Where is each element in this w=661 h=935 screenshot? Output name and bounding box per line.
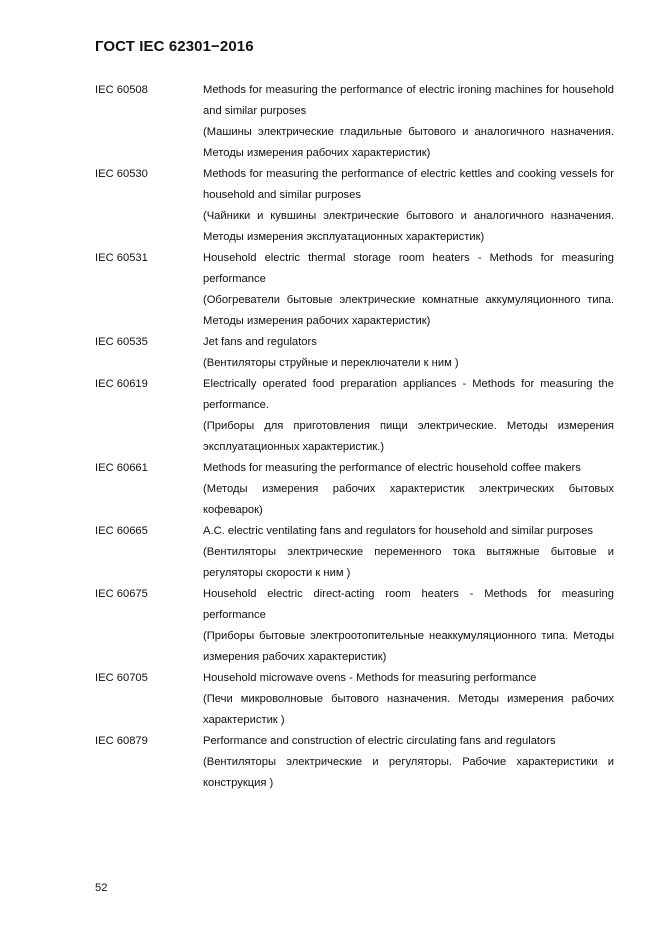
reference-title-ru: (Вентиляторы электрические переменного тока вытяжные бытовые и регуляторы скорости к ним ) xyxy=(203,546,614,579)
reference-title-ru: (Вентиляторы электрические и регуляторы. Рабочие характеристики и конструкция ) xyxy=(203,756,614,789)
reference-entry xyxy=(95,164,614,248)
reference-code: IEC 60535 xyxy=(95,336,148,348)
reference-title-en: Household electric thermal storage room heaters - Methods for measuring performance xyxy=(203,252,614,285)
reference-body xyxy=(203,80,614,164)
page-number: 52 xyxy=(95,882,108,894)
reference-title-ru: (Вентиляторы струйные и переключатели к ним ) xyxy=(203,357,459,369)
reference-entry xyxy=(95,668,614,731)
reference-title-ru: (Печи микроволновые бытового назначения. Методы измерения рабочих характеристик ) xyxy=(203,693,614,726)
reference-entry xyxy=(95,584,614,668)
reference-entry xyxy=(95,332,614,374)
reference-entry xyxy=(95,374,614,458)
reference-code: IEC 60661 xyxy=(95,462,148,474)
reference-code: IEC 60879 xyxy=(95,735,148,747)
reference-title-en: Methods for measuring the performance of electric kettles and cooking vessels for household and similar purposes xyxy=(203,168,614,201)
reference-list xyxy=(95,80,614,794)
reference-code: IEC 60665 xyxy=(95,525,148,537)
reference-title-ru: (Приборы бытовые электроотопительные неаккумуляционного типа. Методы измерения рабочих характеристик) xyxy=(203,630,614,663)
reference-title-en: Methods for measuring the performance of electric ironing machines for household and similar purposes xyxy=(203,84,614,117)
reference-title-en: Household electric direct-acting room heaters - Methods for measuring performance xyxy=(203,588,614,621)
reference-code: IEC 60619 xyxy=(95,378,148,390)
reference-body xyxy=(203,374,614,458)
reference-title-ru: (Обогреватели бытовые электрические комнатные аккумуляционного типа. Методы измерения рабочих характеристик) xyxy=(203,294,614,327)
reference-code: IEC 60675 xyxy=(95,588,148,600)
reference-code: IEC 60508 xyxy=(95,84,148,96)
reference-title-ru: (Чайники и кувшины электрические бытового и аналогичного назначения. Методы измерения эксплуатационных характеристик) xyxy=(203,210,614,243)
reference-body xyxy=(203,521,614,584)
reference-entry xyxy=(95,248,614,332)
reference-title-en: Jet fans and regulators xyxy=(203,336,317,348)
reference-entry xyxy=(95,458,614,521)
reference-title-en: Electrically operated food preparation appliances - Methods for measuring the performance. xyxy=(203,378,614,411)
reference-title-en: Household microwave ovens - Methods for measuring performance xyxy=(203,672,537,684)
reference-body xyxy=(203,248,614,332)
reference-title-en: Methods for measuring the performance of electric household coffee makers xyxy=(203,462,581,474)
reference-body xyxy=(203,458,614,521)
reference-code: IEC 60705 xyxy=(95,672,148,684)
reference-code: IEC 60530 xyxy=(95,168,148,180)
reference-entry xyxy=(95,80,614,164)
reference-entry xyxy=(95,731,614,794)
reference-title-en: Performance and construction of electric circulating fans and regulators xyxy=(203,735,556,747)
reference-body xyxy=(203,668,614,731)
reference-title-ru: (Методы измерения рабочих характеристик электрических бытовых кофеварок) xyxy=(203,483,614,516)
reference-entry xyxy=(95,521,614,584)
reference-title-ru: (Машины электрические гладильные бытового и аналогичного назначения. Методы измерения рабочих характеристик) xyxy=(203,126,614,159)
reference-body xyxy=(203,584,614,668)
reference-body xyxy=(203,731,614,794)
reference-code: IEC 60531 xyxy=(95,252,148,264)
reference-body xyxy=(203,332,614,374)
reference-body xyxy=(203,164,614,248)
reference-title-en: A.C. electric ventilating fans and regulators for household and similar purposes xyxy=(203,525,593,537)
page-header-title: ГОСТ IEC 62301−2016 xyxy=(95,38,254,55)
reference-title-ru: (Приборы для приготовления пищи электрические. Методы измерения эксплуатационных характеристик.) xyxy=(203,420,614,453)
